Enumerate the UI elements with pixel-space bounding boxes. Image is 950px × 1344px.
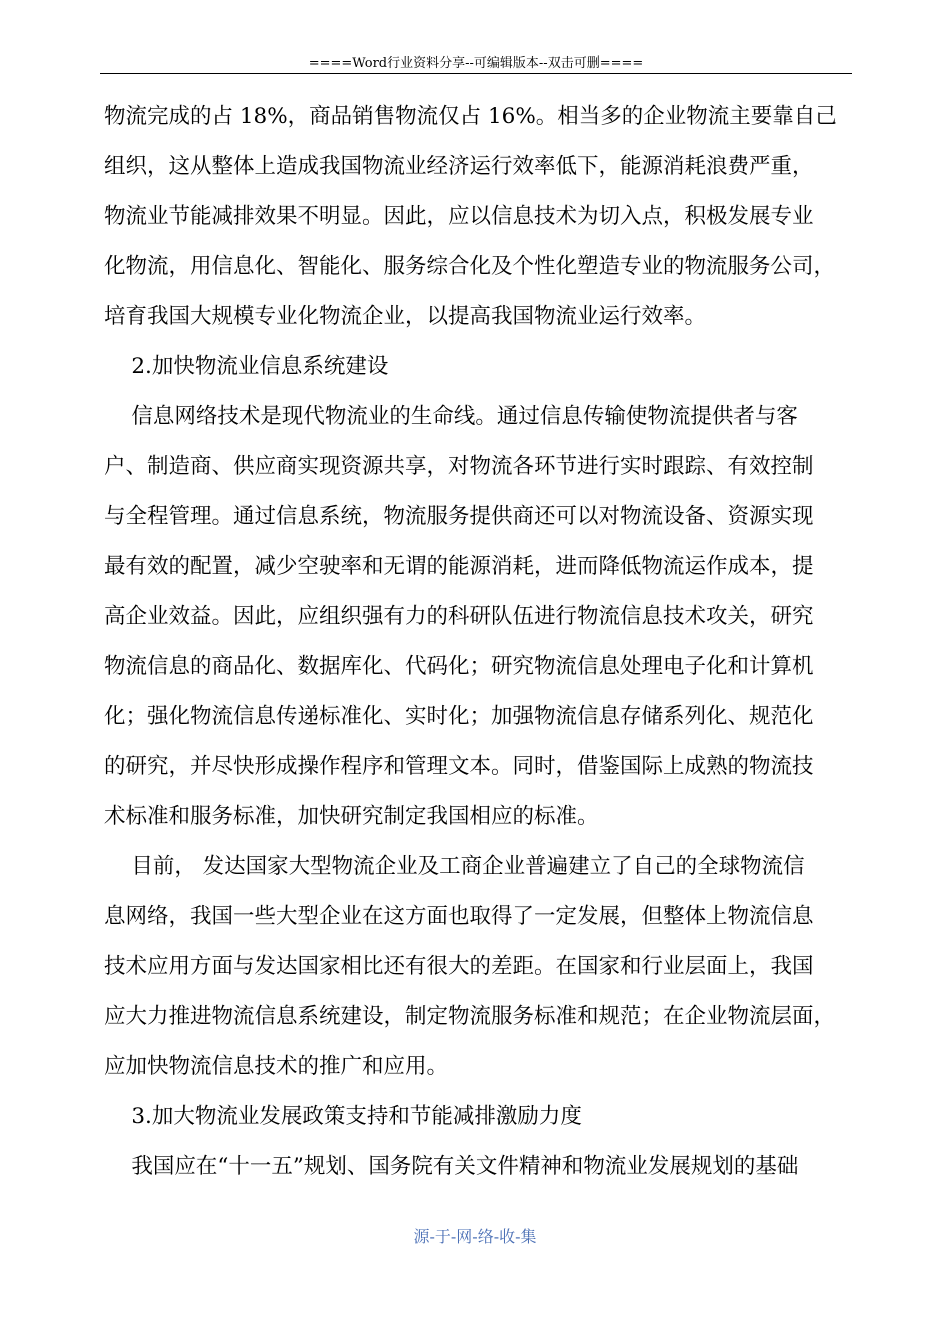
text-line: 高企业效益。因此，应组织强有力的科研队伍进行物流信息技术攻关，研究 [104,604,814,629]
text-line: 息网络，我国一些大型企业在这方面也取得了一定发展，但整体上物流信息 [104,904,814,929]
text-line: 化物流，用信息化、智能化、服务综合化及个性化塑造专业的物流服务公司， [104,254,836,279]
text-line: 培育我国大规模专业化物流企业，以提高我国物流业运行效率。 [104,304,707,329]
text-line: 应加快物流信息技术的推广和应用。 [104,1054,449,1079]
page-header: ====Word行业资料分享--可编辑版本--双击可删==== [308,56,644,71]
page-footer: 源-于-网-络-收-集 [413,1227,537,1246]
section-heading: 2.加快物流业信息系统建设 [104,354,389,379]
text-line: 组织，这从整体上造成我国物流业经济运行效率低下，能源消耗浪费严重， [104,154,814,179]
text-line: 物流业节能减排效果不明显。因此，应以信息技术为切入点，积极发展专业 [104,204,814,229]
text-line: 技术应用方面与发达国家相比还有很大的差距。在国家和行业层面上，我国 [104,954,814,979]
text-line: 应大力推进物流信息系统建设，制定物流服务标准和规范；在企业物流层面， [104,1004,836,1029]
text-line: 物流信息的商品化、数据库化、代码化；研究物流信息处理电子化和计算机 [104,654,814,679]
text-line: 化；强化物流信息传递标准化、实时化；加强物流信息存储系列化、规范化 [104,704,814,729]
text-line: 户、制造商、供应商实现资源共享，对物流各环节进行实时跟踪、有效控制 [104,454,814,479]
text-line: 的研究，并尽快形成操作程序和管理文本。同时，借鉴国际上成熟的物流技 [104,754,814,779]
text-line: 最有效的配置，减少空驶率和无谓的能源消耗，进而降低物流运作成本，提 [104,554,814,579]
body-text [104,92,852,1192]
text-line: 术标准和服务标准，加快研究制定我国相应的标准。 [104,804,599,829]
text-line: 目前， 发达国家大型物流企业及工商企业普遍建立了自己的全球物流信 [104,854,805,879]
section-heading: 3.加大物流业发展政策支持和节能减排激励力度 [104,1104,582,1129]
text-line: 我国应在“十一五”规划、国务院有关文件精神和物流业发展规划的基础 [104,1154,799,1179]
text-line: 信息网络技术是现代物流业的生命线。通过信息传输使物流提供者与客 [104,404,798,429]
text-line: 与全程管理。通过信息系统，物流服务提供商还可以对物流设备、资源实现 [104,504,814,529]
text-line: 物流完成的占 18%，商品销售物流仅占 16%。相当多的企业物流主要靠自己 [104,104,837,129]
header-rule [100,73,852,74]
